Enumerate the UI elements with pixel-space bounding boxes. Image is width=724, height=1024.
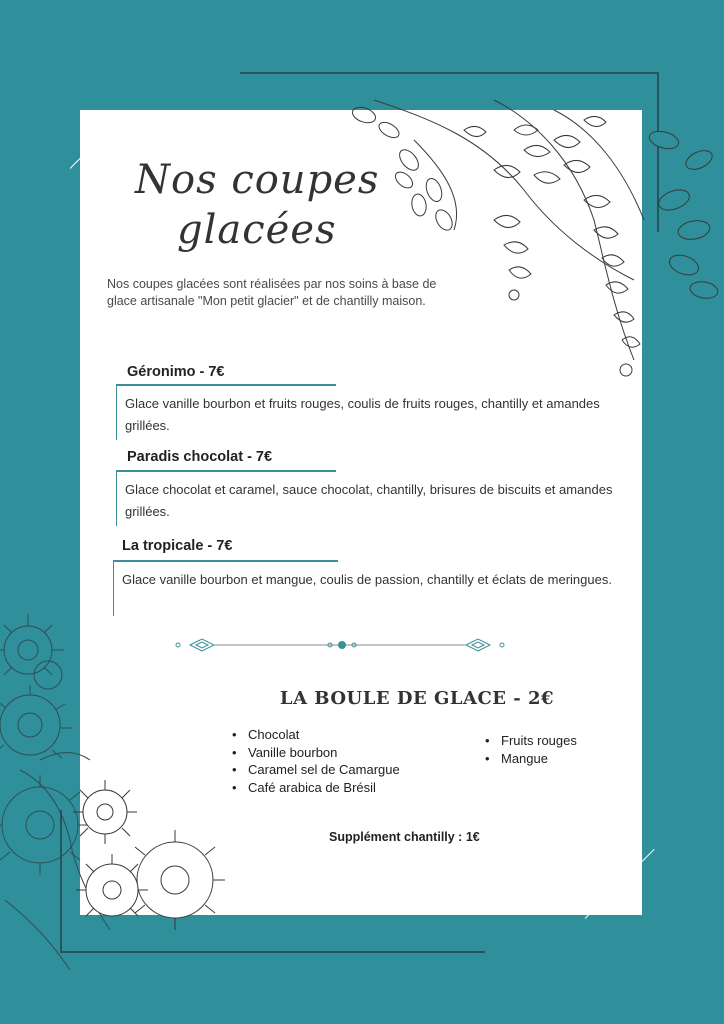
ornament-divider — [170, 636, 510, 654]
coupe-description-paradis-chocolat: Glace chocolat et caramel, sauce chocolat, chantilly, brisures de biscuits et amandes grillées. — [116, 471, 621, 526]
flavor-item: • Mangue — [485, 750, 577, 768]
flavor-list-right — [485, 732, 577, 767]
flower-illustration-top-right — [344, 80, 724, 400]
page-title — [135, 155, 395, 255]
coupe-name-geronimo: Géronimo - 7€ — [127, 364, 225, 380]
supplement-text: Supplément chantilly : 1€ — [329, 830, 480, 844]
title-line-2: glacées — [177, 207, 337, 253]
intro-text: Nos coupes glacées sont réalisées par nos soins à base de glace artisanale "Mon petit glacier" et de chantilly maison. — [107, 277, 437, 308]
flavor-item: • Vanille bourbon — [232, 744, 400, 762]
flavor-item: • Fruits rouges — [485, 732, 577, 750]
coupe-description-geronimo: Glace vanille bourbon et fruits rouges, coulis de fruits rouges, chantilly et amandes grillées. — [116, 385, 621, 440]
title-line-1: Nos coupes — [135, 157, 380, 203]
boule-title: LA BOULE DE GLACE - 2€ — [279, 688, 555, 709]
coupe-description-la-tropicale: Glace vanille bourbon et mangue, coulis de passion, chantilly et éclats de meringues. — [113, 561, 618, 616]
flavor-list-left — [232, 726, 400, 796]
coupe-name-la-tropicale: La tropicale - 7€ — [122, 538, 233, 554]
coupe-name-paradis-chocolat: Paradis chocolat - 7€ — [127, 449, 273, 465]
flower-illustration-bottom-left — [0, 600, 230, 970]
flavor-item: • Café arabica de Brésil — [232, 779, 400, 797]
top-frame-line — [240, 72, 658, 74]
flavor-item: • Caramel sel de Camargue — [232, 761, 400, 779]
flavor-item: • Chocolat — [232, 726, 400, 744]
